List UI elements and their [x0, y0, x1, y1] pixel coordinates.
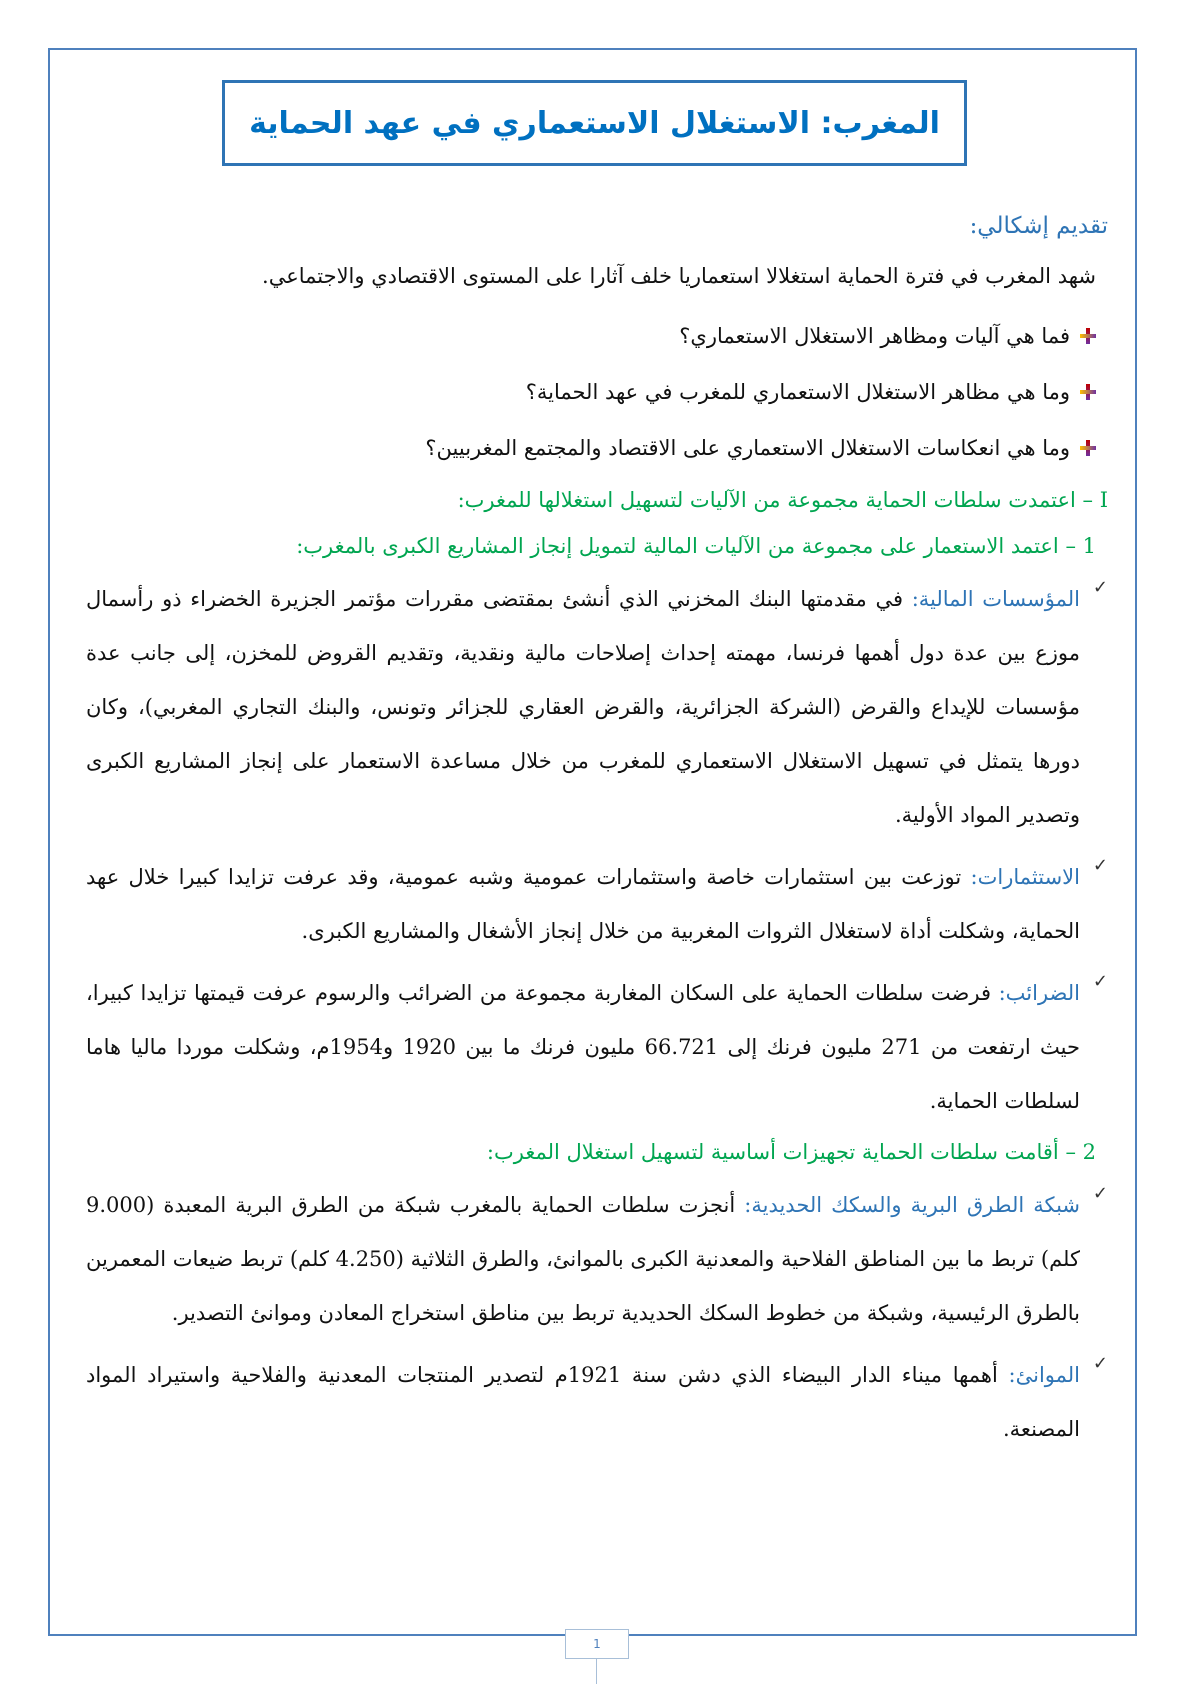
section-1-heading: I – اعتمدت سلطات الحماية مجموعة من الآليات لتسهيل استغلالها للمغرب:	[457, 488, 1108, 512]
question-item	[86, 308, 1096, 364]
item-term: الاستثمارات:	[970, 865, 1080, 889]
subsection-1-list	[86, 572, 1108, 1128]
checkmark-icon: ✓	[1092, 1183, 1108, 1204]
checkmark-icon: ✓	[1092, 971, 1108, 992]
item-text	[86, 850, 1080, 958]
list-item	[86, 966, 1108, 1128]
item-body: فرضت سلطات الحماية على السكان المغاربة مجموعة من الضرائب والرسوم عرفت قيمتها تزايدا كبيرا، حيث ارتفعت من 271 مليون فرنك إلى 66.721 مليون فرنك ما بين 1920 و1954م، وشكلت موردا ماليا هاما لسلطات الحماية.	[86, 981, 1080, 1113]
list-item	[86, 1348, 1108, 1456]
item-body: أنجزت سلطات الحماية بالمغرب شبكة من الطرق البرية المعبدة (9.000 كلم) تربط ما بين المناطق الفلاحية والمعدنية الكبرى بالموانئ، والطرق الثلاثية (4.250 كلم) تربط ضيعات المعمرين بالطرق الرئيسية، وشبكة من خطوط السكك الحديدية تربط بين مناطق استخراج المعادن وموانئ التصدير.	[86, 1193, 1080, 1325]
item-body: في مقدمتها البنك المخزني الذي أنشئ بمقتضى مقررات مؤتمر الجزيرة الخضراء ذو رأسمال موزع بين عدة دول أهمها فرنسا، مهمته إحداث إصلاحات مالية ونقدية، وتقديم القروض للمخزن، إلى جانب عدة مؤسسات للإيداع والقرض (الشركة الجزائرية، والقرض العقاري للجزائر وتونس، والبنك التجاري المغربي)، وكان دورها يتمثل في تسهيل الاستغلال الاستعماري للمغرب من خلال مساعدة الاستعمار على إنجاز المشاريع الكبرى وتصدير المواد الأولية.	[86, 587, 1080, 827]
list-item	[86, 1178, 1108, 1340]
plus-bullet-icon	[1080, 328, 1096, 344]
intro-text: شهد المغرب في فترة الحماية استغلالا استعماريا خلف آثارا على المستوى الاقتصادي والاجتماعي.	[262, 264, 1096, 288]
plus-bullet-icon	[1080, 440, 1096, 456]
page-number-connector	[596, 1659, 597, 1684]
item-body: أهمها ميناء الدار البيضاء الذي دشن سنة 1921م لتصدير المنتجات المعدنية والفلاحية واستيراد المواد المصنعة.	[86, 1363, 1080, 1441]
question-item	[86, 420, 1096, 476]
list-item	[86, 850, 1108, 958]
title-box	[222, 80, 967, 166]
item-term: الموانئ:	[1008, 1363, 1080, 1387]
item-text	[86, 1178, 1080, 1340]
item-term: الضرائب:	[998, 981, 1080, 1005]
question-text: فما هي آليات ومظاهر الاستغلال الاستعماري؟	[679, 324, 1070, 348]
checkmark-icon: ✓	[1092, 577, 1108, 598]
item-text	[86, 966, 1080, 1128]
item-term: شبكة الطرق البرية والسكك الحديدية:	[744, 1193, 1081, 1217]
item-text	[86, 572, 1080, 842]
page-number: 1	[565, 1629, 629, 1659]
item-body: توزعت بين استثمارات خاصة واستثمارات عمومية وشبه عمومية، وقد عرفت تزايدا كبيرا خلال عهد الحماية، وشكلت أداة لاستغلال الثروات المغربية من خلال إنجاز الأشغال والمشاريع الكبرى.	[86, 865, 1080, 943]
page-title: المغرب: الاستغلال الاستعماري في عهد الحماية	[249, 105, 940, 141]
question-text: وما هي مظاهر الاستغلال الاستعماري للمغرب في عهد الحماية؟	[525, 380, 1070, 404]
document-body	[86, 210, 1108, 1464]
question-item	[86, 364, 1096, 420]
subsection-2-list	[86, 1178, 1108, 1456]
item-text	[86, 1348, 1080, 1456]
subsection-1-heading: 1 – اعتمد الاستعمار على مجموعة من الآليات المالية لتمويل إنجاز المشاريع الكبرى بالمغرب:	[296, 534, 1096, 558]
intro-heading: تقديم إشكالي:	[969, 213, 1108, 239]
checkmark-icon: ✓	[1092, 1353, 1108, 1374]
checkmark-icon: ✓	[1092, 855, 1108, 876]
question-text: وما هي انعكاسات الاستغلال الاستعماري على الاقتصاد والمجتمع المغربيين؟	[425, 436, 1070, 460]
plus-bullet-icon	[1080, 384, 1096, 400]
questions-list	[86, 308, 1108, 476]
subsection-2-heading: 2 – أقامت سلطات الحماية تجهيزات أساسية لتسهيل استغلال المغرب:	[486, 1140, 1096, 1164]
list-item	[86, 572, 1108, 842]
item-term: المؤسسات المالية:	[911, 587, 1080, 611]
